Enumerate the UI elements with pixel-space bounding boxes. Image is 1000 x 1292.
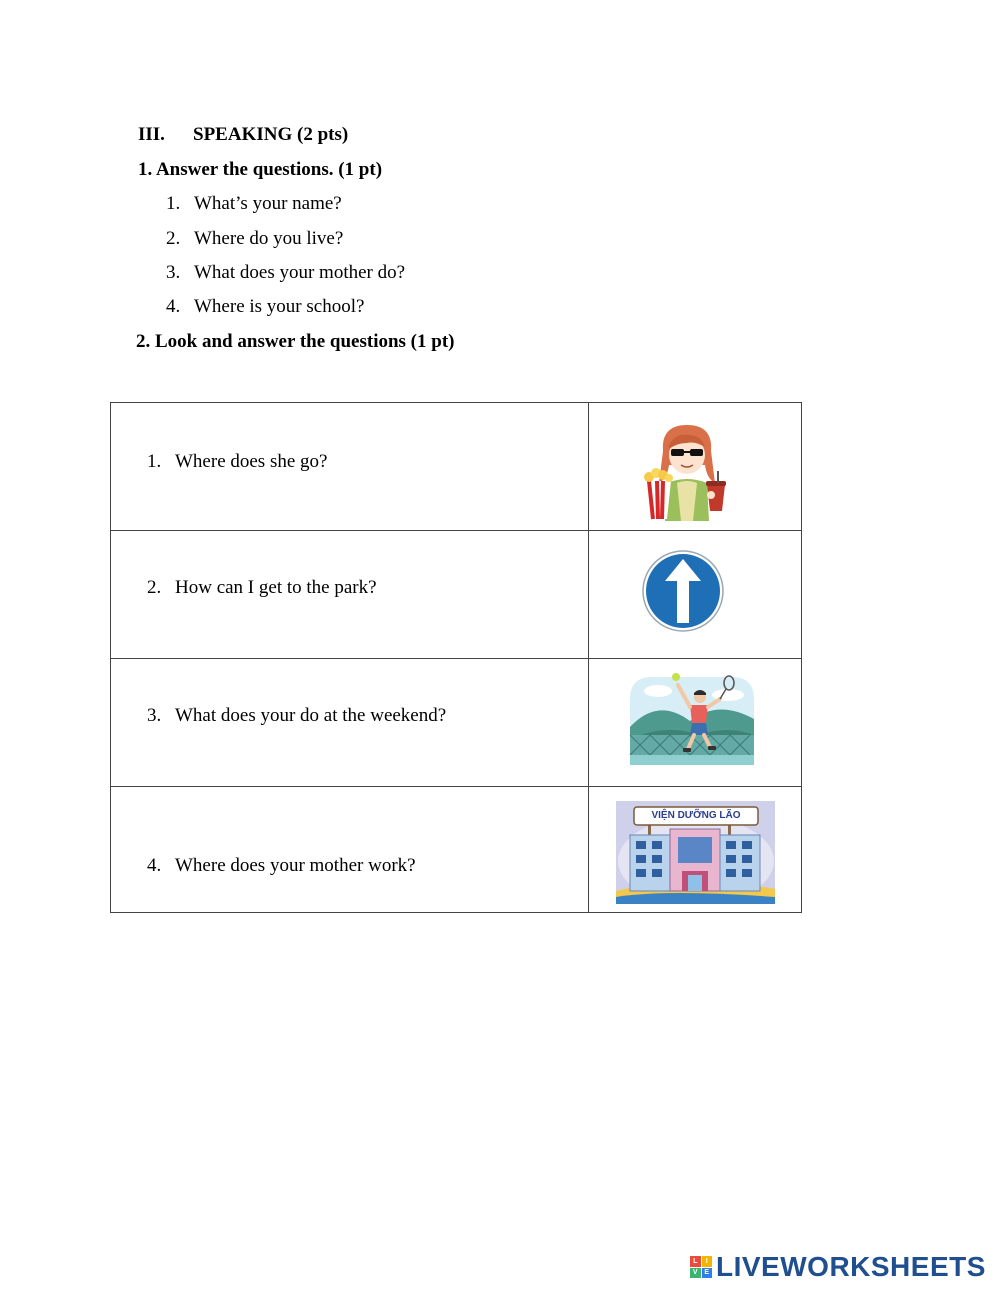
part1-title: 1. Answer the questions. (1 pt) (138, 159, 383, 180)
logo-text: LIVEWORKSHEETS (716, 1251, 986, 1282)
table-row (111, 531, 801, 659)
question-table (110, 402, 802, 913)
part2-title: 2. Look and answer the questions (1 pt) (136, 331, 455, 352)
row-question (147, 577, 377, 599)
girl-with-popcorn-icon (641, 421, 733, 521)
question-number: 2. (147, 577, 162, 598)
table-row (111, 403, 801, 531)
question-text: Where does she go? (175, 451, 328, 472)
row-question (147, 855, 416, 877)
go-straight-sign-icon (641, 549, 725, 633)
logo-mark-icon: L I V E (690, 1256, 712, 1278)
boy-playing-badminton-icon (628, 669, 756, 767)
liveworksheets-logo[interactable] (690, 1252, 986, 1282)
list-item (166, 193, 342, 215)
question-text: What does your do at the weekend? (175, 705, 447, 726)
section-number: III. (138, 124, 165, 145)
question-number: 3. (166, 262, 181, 283)
question-number: 1. (147, 451, 162, 472)
table-row (111, 787, 801, 912)
row-question (147, 705, 446, 727)
question-text: Where does your mother work? (175, 855, 416, 876)
section-title: SPEAKING (2 pts) (193, 124, 349, 145)
list-item (166, 262, 405, 284)
list-item (166, 228, 343, 250)
question-number: 3. (147, 705, 162, 726)
building-sign-text: VIỆN DƯỠNG LÃO (651, 810, 741, 821)
question-text: How can I get to the park? (175, 577, 377, 598)
question-text: What does your mother do? (194, 262, 406, 283)
question-number: 4. (166, 296, 181, 317)
question-number: 2. (166, 228, 181, 249)
question-number: 1. (166, 193, 181, 214)
section-heading (138, 124, 348, 146)
list-item (166, 296, 364, 318)
row-question (147, 451, 327, 473)
question-number: 4. (147, 855, 162, 876)
question-text: Where do you live? (194, 228, 344, 249)
question-text: What’s your name? (194, 193, 342, 214)
nursing-home-building-icon (616, 801, 775, 904)
table-row (111, 659, 801, 787)
question-text: Where is your school? (194, 296, 365, 317)
